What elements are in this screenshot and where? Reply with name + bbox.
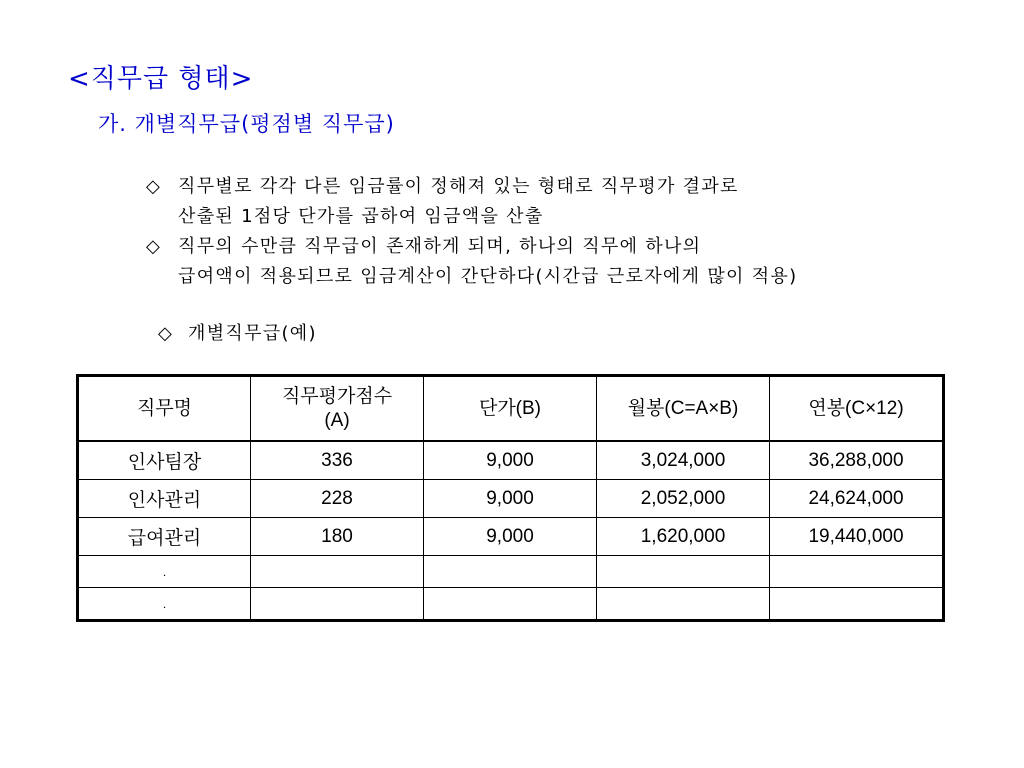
bullet-line: 직무의 수만큼 직무급이 존재하게 되며, 하나의 직무에 하나의 [178,236,702,257]
job-name-cell: 인사관리 [78,480,251,518]
job-name-cell: 급여관리 [78,518,251,556]
annual-salary-cell: 19,440,000 [770,518,944,556]
unit-price-cell [424,588,597,621]
table-row [78,518,944,556]
unit-price-cell: 9,000 [424,518,597,556]
table-row [78,441,944,480]
bullet-line: 산출된 1점당 단가를 곱하여 임금액을 산출 [178,206,544,227]
evaluation-score-cell: 228 [251,480,424,518]
header-unit-price: 단가(B) [424,376,597,442]
annual-salary-cell: 24,624,000 [770,480,944,518]
monthly-salary-cell: 3,024,000 [597,441,770,480]
job-name-cell: 인사팀장 [78,441,251,480]
bullet-list [146,172,966,292]
bullet-item [146,232,966,292]
job-name-cell: . [78,588,251,621]
monthly-salary-cell [597,588,770,621]
unit-price-cell [424,556,597,588]
annual-salary-cell: 36,288,000 [770,441,944,480]
header-annual-salary: 연봉(C×12) [770,376,944,442]
annual-salary-cell [770,588,944,621]
monthly-salary-cell [597,556,770,588]
monthly-salary-cell: 2,052,000 [597,480,770,518]
bullet-text [178,172,739,232]
evaluation-score-cell [251,588,424,621]
unit-price-cell: 9,000 [424,441,597,480]
header-evaluation-score: 직무평가점수 (A) [251,376,424,442]
table-row [78,556,944,588]
bullet-item [146,172,966,232]
example-label [158,319,317,345]
diamond-icon: ◇ [146,176,162,197]
unit-price-cell: 9,000 [424,480,597,518]
bullet-text [178,232,797,292]
job-name-cell: . [78,556,251,588]
diamond-icon: ◇ [158,323,174,344]
table-row [78,480,944,518]
table-header-row [78,376,944,442]
bullet-line: 직무별로 각각 다른 임금률이 정해져 있는 형태로 직무평가 결과로 [178,176,739,197]
evaluation-score-cell: 180 [251,518,424,556]
table-row [78,588,944,621]
section-heading: 가. 개별직무급(평점별 직무급) [98,112,395,136]
annual-salary-cell [770,556,944,588]
header-job-name: 직무명 [78,376,251,442]
example-label-text: 개별직무급(예) [188,323,317,344]
monthly-salary-cell: 1,620,000 [597,518,770,556]
evaluation-score-cell: 336 [251,441,424,480]
bullet-line: 급여액이 적용되므로 임금계산이 간단하다(시간급 근로자에게 많이 적용) [178,266,798,287]
header-monthly-salary: 월봉(C=A×B) [597,376,770,442]
evaluation-score-cell [251,556,424,588]
slide-title: <직무급 형태> [68,64,254,94]
diamond-icon: ◇ [146,236,162,257]
salary-table [76,374,945,622]
